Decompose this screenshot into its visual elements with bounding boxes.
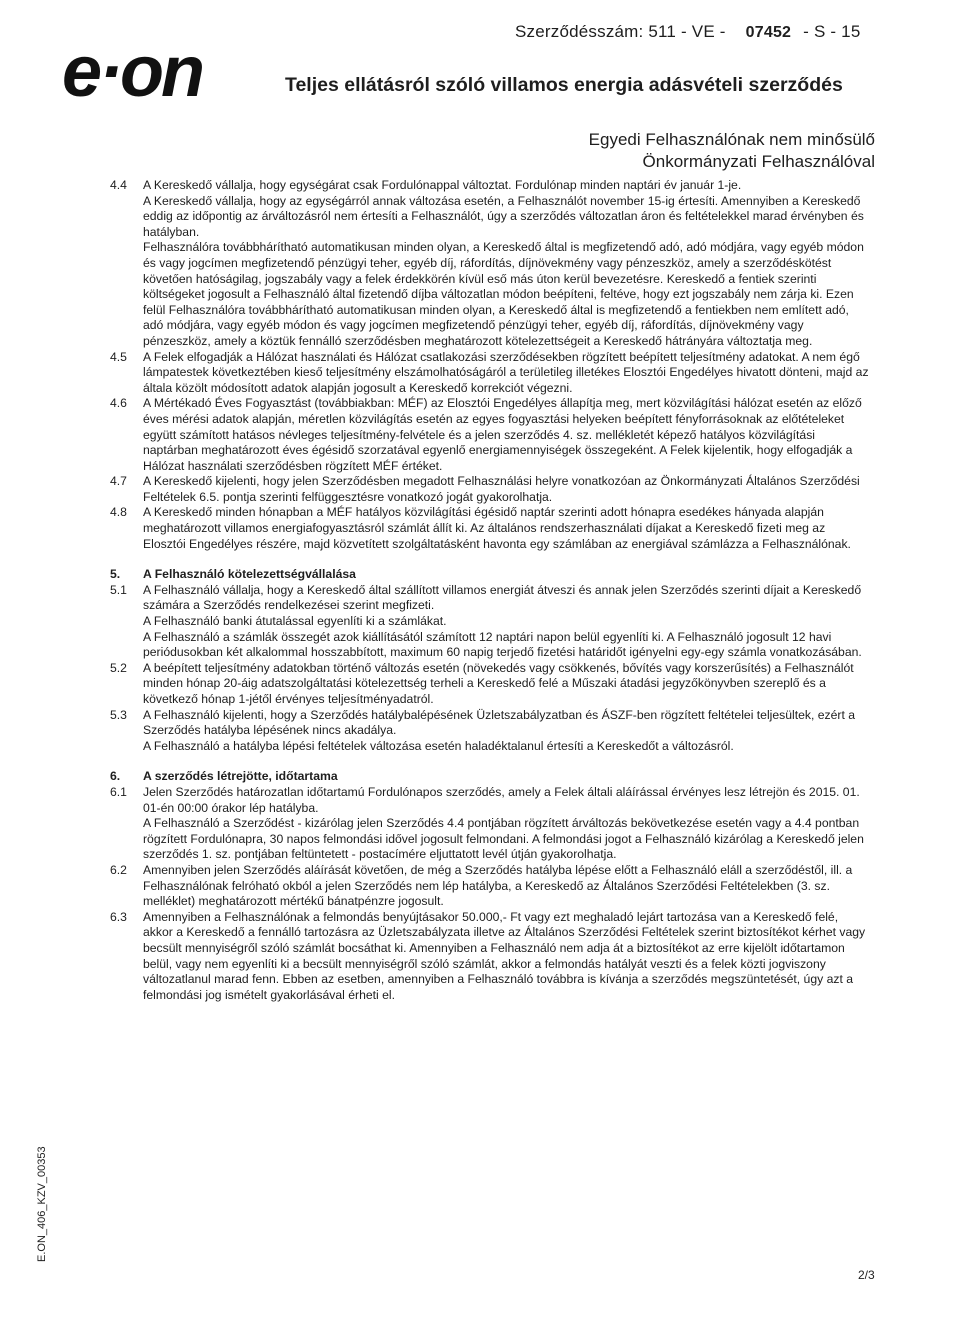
clause-number: 4.8 xyxy=(110,505,127,520)
clause xyxy=(110,708,870,755)
heading-text: A Felhasználó kötelezettségvállalása xyxy=(143,567,356,582)
clause xyxy=(110,396,870,474)
clause-number: 5. xyxy=(110,567,121,582)
clause xyxy=(110,350,870,397)
page-number: 2/3 xyxy=(858,1268,875,1282)
clause-paragraph: A beépített teljesítmény adatokban történő változás esetén (növekedés vagy csökkenés, bővítés vagy korszerűsítés) a Felhasználót minden hónap 20-áig adatszolgáltatási kötelezettség terheli a Kereskedő felé a Műszaki átadási jegyzőkönyvben szereplő és a következő hónap 1-jétől érvényes teljesítményadatról. xyxy=(143,660,854,706)
eon-logo xyxy=(62,36,232,110)
clause-paragraph: A Kereskedő kijelenti, hogy jelen Szerződésben megadott Felhasználási helyre vonatkozóan az Önkormányzati Általános Szerződési Feltételek 6.5. pontja szerinti felfüggesztésre vonatkozó jogát gyakorolhatja. xyxy=(143,474,860,504)
clause xyxy=(110,661,870,708)
clause-text xyxy=(143,583,870,661)
clause-number: 5.2 xyxy=(110,660,127,675)
section-gap xyxy=(110,754,870,769)
clause-paragraph: A Mértékadó Éves Fogyasztást (továbbiakban: MÉF) az Elosztói Engedélyes állapítja meg, mert közvilágítási hálózat esetén az előző éves mérési adatok alapján, méretlen közvilágítás esetén az egyes fogyasztási helyeken beépített fényforrásoknak az előtételeket együtt számított hatásos névleges teljesítmény-felvétele és a jelen szerződés 4. sz. mellékletét képező hatályos közvilágítási naptárban meghatározott éves égésidő szorzatával egyenlő energiamennyiségek összegeként. A Felek kijelentik, hogy elfogadják a Hálózat használati szerződésben rögzített MÉF értéket. xyxy=(143,396,862,473)
clause-number: 5.3 xyxy=(110,707,127,722)
clause-text xyxy=(143,474,870,505)
clause-paragraph: A Felhasználó a Szerződést - kizárólag jelen Szerződés 4.4 pontjában rögzített árváltozás bekövetkezése esetén vagy a 4.4 pontban rögzített Fordulónapra, 30 napos felmondási idővel jogosult felmondani. A felmondási jogot a Felhasználó kizárólag a Kereskedő jelen szerződés 1. sz. pontjában feltüntetett - postacímére eljuttatott levél útján gyakorolhatja. xyxy=(143,816,864,862)
clause-number: 4.7 xyxy=(110,474,127,489)
clause-text xyxy=(143,396,870,474)
contract-suffix: - S - 15 xyxy=(803,22,861,41)
section-heading xyxy=(110,567,870,583)
clause-text xyxy=(143,785,870,863)
clause-paragraph: A Felhasználó banki átutalással egyenlíti ki a számlákat. xyxy=(143,614,447,629)
clause xyxy=(110,583,870,661)
clause xyxy=(110,863,870,910)
clause xyxy=(110,178,870,350)
clause-number: 6.1 xyxy=(110,784,127,799)
clause-number: 6.2 xyxy=(110,862,127,877)
clause-number: 4.5 xyxy=(110,349,127,364)
clause xyxy=(110,505,870,552)
clause-paragraph: A Felhasználó kijelenti, hogy a Szerződés hatálybalépésének Üzletszabályzatban és ÁSZF-ben rögzített feltételei teljesültek, ezért a Szerződés hatályba lépésének nincs akadálya. xyxy=(143,707,856,738)
clause-number: 4.6 xyxy=(110,396,127,411)
clause xyxy=(110,474,870,505)
clause-paragraph: A Felhasználó a hatályba lépési feltételek változása esetén haladéktalanul értesíti a Kereskedőt a változásról. xyxy=(143,738,734,753)
clause-paragraph: Jelen Szerződés határozatlan időtartamú Fordulónapos szerződés, amely a Felek általi aláírással érvényes lesz létrejön és 2015. 01. 01-én 00:00 órakor lép hatályba. xyxy=(143,784,860,815)
contract-label: Szerződésszám: 511 - VE - xyxy=(515,22,726,41)
clause-paragraph: A Kereskedő vállalja, hogy az egységárról annak változása esetén, a Felhasználót november 15-ig értesíti. Amennyiben a Kereskedő eddig az időpontig az árváltozásról nem értesíti a Felhasználót, úgy a szerződés változatlan áron és feltételekkel marad érvényben és hatályban. xyxy=(143,193,864,239)
clause-paragraph: A Kereskedő vállalja, hogy egységárat csak Fordulónappal változtat. Fordulónap minden naptári év január 1-je. xyxy=(143,178,742,192)
contract-body xyxy=(110,178,870,1003)
svg-text:e·on: e·on xyxy=(62,36,202,110)
clause-number: 6. xyxy=(110,769,121,784)
clause-text xyxy=(143,708,870,755)
clause-text xyxy=(143,178,870,350)
clause-text xyxy=(143,505,870,552)
clause xyxy=(110,785,870,863)
clause-number: 6.3 xyxy=(110,909,127,924)
document-subtitle xyxy=(589,129,875,173)
clause-text xyxy=(143,661,870,708)
section-gap xyxy=(110,552,870,567)
clause-paragraph: A Felhasználó vállalja, hogy a Kereskedő által szállított villamos energiát átveszi és annak jelen Szerződés szerinti díjait a Kereskedő számára a Szerződés rendelkezései szerint megfizeti. xyxy=(143,582,862,613)
clause xyxy=(110,910,870,1004)
clause-paragraph: A Felek elfogadják a Hálózat használati és Hálózat csatlakozási szerződésekben rögzített beépített teljesítmény adatokat. A nem égő lámpatestek következtében kieső teljesítmény elszámolhatóságáról a területileg illetékes Elosztói Engedélyes hivatott dönteni, majd az általa közölt módosított adatok alapján jogosult a Kereskedő korrekciót végezni. xyxy=(143,349,869,395)
document-code: E.ON_406_KZV_00353 xyxy=(36,1146,48,1262)
clause-paragraph: Amennyiben jelen Szerződés aláírását követően, de még a Szerződés hatályba lépése előtt a Felhasználó eláll a szerződéstől, ill. a Felhasználónak felróható okból a jelen Szerződés nem lép hatályba, a Kereskedő az Általános Szerződési Feltételekben (3. sz. melléklet) meghatározott mértékű bánatpénzre jogosult. xyxy=(143,862,853,909)
document-title: Teljes ellátásról szóló villamos energia adásvételi szerződés xyxy=(285,74,843,96)
clause-paragraph: A Felhasználó a számlák összegét azok kiállításától számított 12 naptári napon belül egyenlíti ki. A Felhasználó jogosult 12 havi periódusokban két alkalommal hosszabbított, maximum 60 napig terjedő fizetési határidőt igényelni egy-egy számla vonatkozásában. xyxy=(143,629,862,660)
contract-number-value: 07452 xyxy=(745,24,792,41)
subtitle-line-2: Önkormányzati Felhasználóval xyxy=(642,152,875,171)
section-heading xyxy=(110,769,870,785)
clause-paragraph: Felhasználóra továbbhárítható automatikusan minden olyan, a Kereskedő által is megfizetendő adó, adó módjára, vagy egyéb módon és vagy jogcímen megfizetendő pénzügyi teher, egyéb díj, ráfordítás, díjnövekmény vagy pénzeszköz, amely a szerződéskötést követően hatóságilag, jogszabály vagy a felek érdekkörén kívül eső más úton kerül bevezetésre. Kereskedő a fentiek szerinti költségeket jogosult a Felhasználó által fizetendő díjba változatlan módon beépíteni, feltéve, hogy ezt jogszabály nem zárja ki. Ezen felül Felhasználóra továbbhárítható automatikusan minden olyan, a Kereskedő által is megfizetendő a fentiekben nem említett adó, adó módjára, vagy egyéb módon és vagy jogcímen megfizetendő pénzügyi teher, egyéb díj, ráfordítás, díjnövekmény vagy pénzeszköz, amely a köztük fennálló szerződésben meghatározott kötelezettségeit a Kereskedő hátrányára változtatja meg. xyxy=(143,240,864,348)
clause-text xyxy=(143,350,870,397)
contract-number xyxy=(515,22,861,42)
clause-text xyxy=(143,863,870,910)
clause-text xyxy=(143,567,870,583)
subtitle-line-1: Egyedi Felhasználónak nem minősülő xyxy=(588,130,875,149)
clause-paragraph: Amennyiben a Felhasználónak a felmondás benyújtásakor 50.000,- Ft vagy ezt meghaladó lejárt tartozása van a Kereskedő felé, akkor a Kereskedő a fennálló tartozásra az Üzletszabályzata illetve az Általános Szerződési Feltételek szerint biztosítékot kérhet vagy becsült mennyiségről szóló számlát bocsáthat ki. Amennyiben a Felhasználó nem adja át a biztosítékot az erre kijelölt időtartamon belül, vagy nem egyenlíti ki a becsült mennyiségről szóló számlát, akkor a felmondás hatályát veszti és a felek közti jogviszony változatlanul marad fenn. Ebben az esetben, amennyiben a Felhasználó továbbra is kívánja a szerződés megszüntetését, úgy azt a felmondási jog ismételt gyakorlásával érheti el. xyxy=(143,909,866,1002)
clause-text xyxy=(143,910,870,1004)
clause-number: 5.1 xyxy=(110,582,127,597)
clause-number: 4.4 xyxy=(110,178,127,192)
clause-paragraph: A Kereskedő minden hónapban a MÉF hatályos közvilágítási égésidő naptár szerinti adott hónapra esedékes hányada alapján meghatározott villamos energiafogyasztásról számlát állít ki. Az általános rendszerhasználati díjakat a Kereskedő fizeti meg az Elosztói Engedélyes részére, majd közvetített szolgáltatásként havonta egy számlában az energiával számlázza a Felhasználónak. xyxy=(143,505,851,551)
clause-text xyxy=(143,769,870,785)
heading-text: A szerződés létrejötte, időtartama xyxy=(143,769,338,784)
